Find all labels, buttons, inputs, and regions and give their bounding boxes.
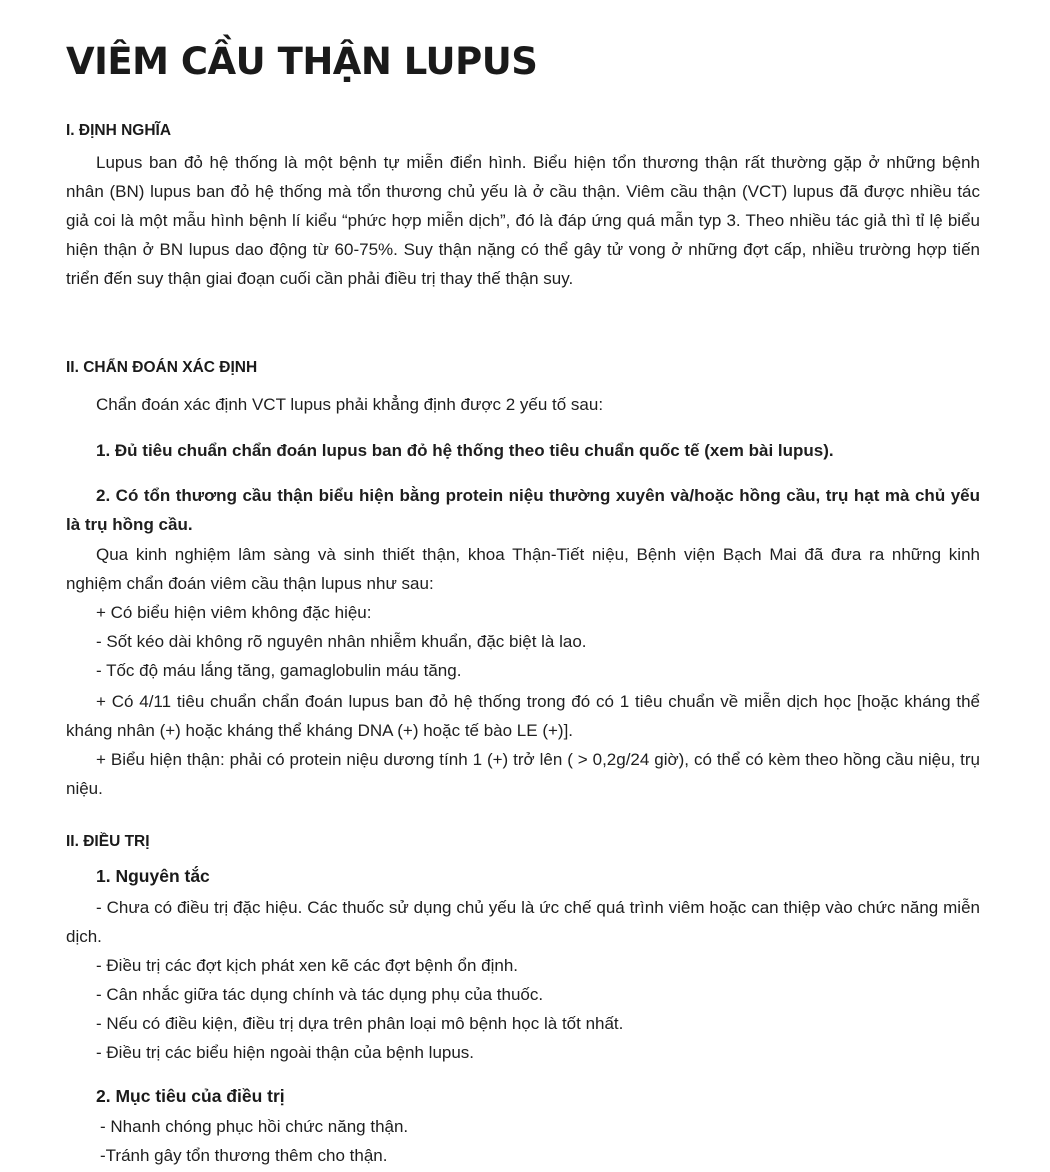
list-item-inflammation: + Có biểu hiện viêm không đặc hiệu: xyxy=(96,603,372,622)
goal-item-1: - Nhanh chóng phục hồi chức năng thận. xyxy=(100,1117,409,1136)
principle-item-2: - Điều trị các đợt kịch phát xen kẽ các đợt bệnh ổn định. xyxy=(96,956,519,975)
section-heading-treatment: II. ĐIỀU TRỊ xyxy=(66,833,150,850)
section-heading-definition: I. ĐỊNH NGHĨA xyxy=(66,122,172,139)
principle-item-5: - Điều trị các biểu hiện ngoài thận của bệnh lupus. xyxy=(96,1043,475,1062)
definition-paragraph: Lupus ban đỏ hệ thống là một bệnh tự miễn điển hình. Biểu hiện tổn thương thận rất thường gặp ở những bệnh nhân (BN) lupus ban đỏ hệ thống mà tổn thương chủ yếu là ở cầu thận. Viêm cầu thận (VCT) lupus đã được nhiều tác giả coi là một mẫu hình bệnh lí kiểu “phức hợp miễn dịch”, đó là đáp ứng quá mẫn typ 3. Theo nhiều tác giả thì tỉ lệ biểu hiện thận ở BN lupus dao động từ 60-75%. Suy thận nặng có thể gây tử vong ở những đợt cấp, nhiều trường hợp tiến triển đến suy thận giai đoạn cuối cần phải điều trị thay thế thận suy. xyxy=(66,153,980,288)
list-item-renal: + Biểu hiện thận: phải có protein niệu dương tính 1 (+) trở lên ( > 0,2g/24 giờ), có thể có kèm theo hồng cầu niệu, trụ niệu. xyxy=(66,750,980,798)
principle-item-1: - Chưa có điều trị đặc hiệu. Các thuốc sử dụng chủ yếu là ức chế quá trình viêm hoặc can thiệp vào chức năng miễn dịch. xyxy=(66,898,980,946)
principle-item-3: - Cân nhắc giữa tác dụng chính và tác dụng phụ của thuốc. xyxy=(96,985,544,1004)
subheading-goals: 2. Mục tiêu của điều trị xyxy=(96,1086,285,1106)
section-heading-diagnosis: II. CHẨN ĐOÁN XÁC ĐỊNH xyxy=(66,359,258,376)
diagnosis-intro: Chẩn đoán xác định VCT lupus phải khẳng định được 2 yếu tố sau: xyxy=(96,395,604,414)
diagnosis-criterion-2: 2. Có tổn thương cầu thận biểu hiện bằng protein niệu thường xuyên và/hoặc hồng cầu, trụ hạt mà chủ yếu là trụ hồng cầu. xyxy=(66,486,980,534)
subheading-principles: 1. Nguyên tắc xyxy=(96,866,210,886)
list-item-criteria: + Có 4/11 tiêu chuẩn chẩn đoán lupus ban đỏ hệ thống trong đó có 1 tiêu chuẩn về miễn dịch học [hoặc kháng thể kháng nhân (+) hoặc kháng thể kháng DNA (+) hoặc tế bào LE (+)]. xyxy=(66,692,980,740)
principle-item-4: - Nếu có điều kiện, điều trị dựa trên phân loại mô bệnh học là tốt nhất. xyxy=(96,1014,624,1033)
page-title: VIÊM CẦU THẬN LUPUS xyxy=(66,40,538,83)
list-item-esr: - Tốc độ máu lắng tăng, gamaglobulin máu tăng. xyxy=(96,661,462,680)
diagnosis-experience: Qua kinh nghiệm lâm sàng và sinh thiết thận, khoa Thận-Tiết niệu, Bệnh viện Bạch Mai đã đưa ra những kinh nghiệm chẩn đoán viêm cầu thận lupus như sau: xyxy=(66,545,980,593)
diagnosis-criterion-1: 1. Đủ tiêu chuẩn chẩn đoán lupus ban đỏ hệ thống theo tiêu chuẩn quốc tế (xem bài lupus). xyxy=(96,441,834,460)
goal-item-2: -Tránh gây tổn thương thêm cho thận. xyxy=(100,1146,388,1165)
list-item-fever: - Sốt kéo dài không rõ nguyên nhân nhiễm khuẩn, đặc biệt là lao. xyxy=(96,632,587,651)
